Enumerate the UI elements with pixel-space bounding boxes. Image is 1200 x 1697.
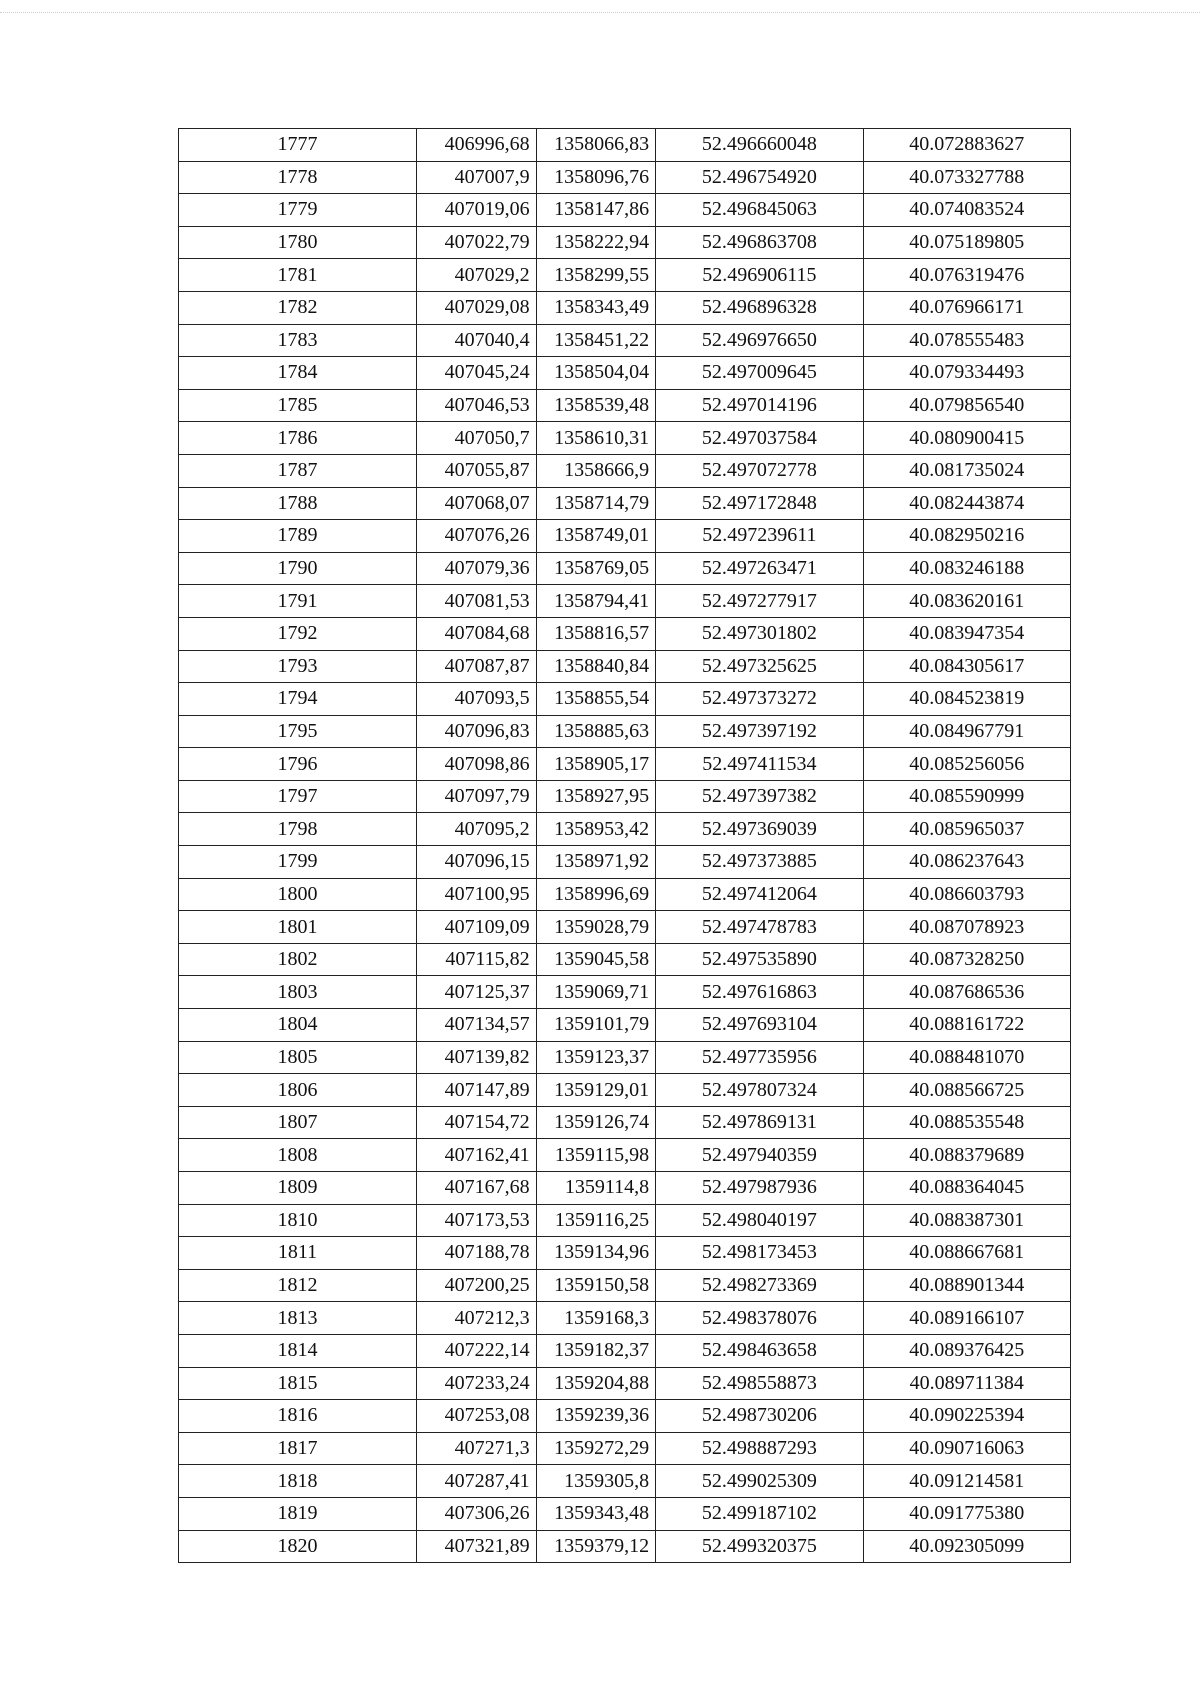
latitude-cell: 52.497277917 <box>656 585 863 618</box>
point-number-cell: 1806 <box>179 1074 417 1107</box>
point-number-cell: 1786 <box>179 422 417 455</box>
point-number-cell: 1782 <box>179 291 417 324</box>
x-coordinate-cell: 407093,5 <box>417 683 537 716</box>
point-number-cell: 1778 <box>179 161 417 194</box>
y-coordinate-cell: 1358855,54 <box>536 683 656 716</box>
coordinates-table <box>178 128 1071 1563</box>
point-number-cell: 1816 <box>179 1400 417 1433</box>
y-coordinate-cell: 1359101,79 <box>536 1009 656 1042</box>
longitude-cell: 40.088535548 <box>863 1106 1070 1139</box>
longitude-cell: 40.091214581 <box>863 1465 1070 1498</box>
table-row <box>179 291 1071 324</box>
y-coordinate-cell: 1358749,01 <box>536 520 656 553</box>
y-coordinate-cell: 1358666,9 <box>536 454 656 487</box>
x-coordinate-cell: 407162,41 <box>417 1139 537 1172</box>
x-coordinate-cell: 407139,82 <box>417 1041 537 1074</box>
point-number-cell: 1800 <box>179 878 417 911</box>
x-coordinate-cell: 407098,86 <box>417 748 537 781</box>
y-coordinate-cell: 1358816,57 <box>536 617 656 650</box>
table-row <box>179 1106 1071 1139</box>
point-number-cell: 1813 <box>179 1302 417 1335</box>
y-coordinate-cell: 1359116,25 <box>536 1204 656 1237</box>
longitude-cell: 40.088566725 <box>863 1074 1070 1107</box>
table-row <box>179 1432 1071 1465</box>
x-coordinate-cell: 407222,14 <box>417 1334 537 1367</box>
longitude-cell: 40.088387301 <box>863 1204 1070 1237</box>
latitude-cell: 52.496754920 <box>656 161 863 194</box>
y-coordinate-cell: 1358714,79 <box>536 487 656 520</box>
y-coordinate-cell: 1358451,22 <box>536 324 656 357</box>
y-coordinate-cell: 1358299,55 <box>536 259 656 292</box>
y-coordinate-cell: 1358927,95 <box>536 780 656 813</box>
latitude-cell: 52.497411534 <box>656 748 863 781</box>
point-number-cell: 1802 <box>179 943 417 976</box>
longitude-cell: 40.088901344 <box>863 1269 1070 1302</box>
y-coordinate-cell: 1359204,88 <box>536 1367 656 1400</box>
point-number-cell: 1797 <box>179 780 417 813</box>
longitude-cell: 40.076319476 <box>863 259 1070 292</box>
y-coordinate-cell: 1359115,98 <box>536 1139 656 1172</box>
point-number-cell: 1818 <box>179 1465 417 1498</box>
point-number-cell: 1805 <box>179 1041 417 1074</box>
point-number-cell: 1798 <box>179 813 417 846</box>
latitude-cell: 52.496845063 <box>656 194 863 227</box>
table-row <box>179 487 1071 520</box>
y-coordinate-cell: 1359343,48 <box>536 1497 656 1530</box>
x-coordinate-cell: 407134,57 <box>417 1009 537 1042</box>
y-coordinate-cell: 1358885,63 <box>536 715 656 748</box>
latitude-cell: 52.497940359 <box>656 1139 863 1172</box>
y-coordinate-cell: 1358996,69 <box>536 878 656 911</box>
latitude-cell: 52.498887293 <box>656 1432 863 1465</box>
x-coordinate-cell: 407050,7 <box>417 422 537 455</box>
x-coordinate-cell: 407115,82 <box>417 943 537 976</box>
x-coordinate-cell: 407097,79 <box>417 780 537 813</box>
latitude-cell: 52.498378076 <box>656 1302 863 1335</box>
latitude-cell: 52.496976650 <box>656 324 863 357</box>
latitude-cell: 52.497735956 <box>656 1041 863 1074</box>
latitude-cell: 52.497301802 <box>656 617 863 650</box>
point-number-cell: 1804 <box>179 1009 417 1042</box>
latitude-cell: 52.497693104 <box>656 1009 863 1042</box>
longitude-cell: 40.088481070 <box>863 1041 1070 1074</box>
y-coordinate-cell: 1359114,8 <box>536 1172 656 1205</box>
longitude-cell: 40.083947354 <box>863 617 1070 650</box>
longitude-cell: 40.089166107 <box>863 1302 1070 1335</box>
latitude-cell: 52.497478783 <box>656 911 863 944</box>
table-row <box>179 1334 1071 1367</box>
latitude-cell: 52.497014196 <box>656 389 863 422</box>
longitude-cell: 40.088379689 <box>863 1139 1070 1172</box>
longitude-cell: 40.089711384 <box>863 1367 1070 1400</box>
table-row <box>179 748 1071 781</box>
x-coordinate-cell: 407109,09 <box>417 911 537 944</box>
point-number-cell: 1799 <box>179 846 417 879</box>
y-coordinate-cell: 1358343,49 <box>536 291 656 324</box>
x-coordinate-cell: 407154,72 <box>417 1106 537 1139</box>
x-coordinate-cell: 407046,53 <box>417 389 537 422</box>
point-number-cell: 1819 <box>179 1497 417 1530</box>
y-coordinate-cell: 1359305,8 <box>536 1465 656 1498</box>
table-row <box>179 617 1071 650</box>
latitude-cell: 52.497397382 <box>656 780 863 813</box>
latitude-cell: 52.497412064 <box>656 878 863 911</box>
y-coordinate-cell: 1358769,05 <box>536 552 656 585</box>
longitude-cell: 40.084305617 <box>863 650 1070 683</box>
longitude-cell: 40.085590999 <box>863 780 1070 813</box>
x-coordinate-cell: 407007,9 <box>417 161 537 194</box>
point-number-cell: 1809 <box>179 1172 417 1205</box>
x-coordinate-cell: 407019,06 <box>417 194 537 227</box>
point-number-cell: 1817 <box>179 1432 417 1465</box>
table-row <box>179 324 1071 357</box>
x-coordinate-cell: 407084,68 <box>417 617 537 650</box>
x-coordinate-cell: 407321,89 <box>417 1530 537 1563</box>
longitude-cell: 40.075189805 <box>863 226 1070 259</box>
longitude-cell: 40.090716063 <box>863 1432 1070 1465</box>
x-coordinate-cell: 407200,25 <box>417 1269 537 1302</box>
x-coordinate-cell: 407096,83 <box>417 715 537 748</box>
latitude-cell: 52.497037584 <box>656 422 863 455</box>
y-coordinate-cell: 1359168,3 <box>536 1302 656 1335</box>
point-number-cell: 1810 <box>179 1204 417 1237</box>
longitude-cell: 40.090225394 <box>863 1400 1070 1433</box>
x-coordinate-cell: 406996,68 <box>417 129 537 162</box>
x-coordinate-cell: 407029,2 <box>417 259 537 292</box>
table-row <box>179 1400 1071 1433</box>
longitude-cell: 40.087328250 <box>863 943 1070 976</box>
x-coordinate-cell: 407079,36 <box>417 552 537 585</box>
table-row <box>179 813 1071 846</box>
y-coordinate-cell: 1359239,36 <box>536 1400 656 1433</box>
table-row <box>179 1074 1071 1107</box>
longitude-cell: 40.086237643 <box>863 846 1070 879</box>
y-coordinate-cell: 1359150,58 <box>536 1269 656 1302</box>
x-coordinate-cell: 407253,08 <box>417 1400 537 1433</box>
latitude-cell: 52.496863708 <box>656 226 863 259</box>
table-row <box>179 1497 1071 1530</box>
point-number-cell: 1815 <box>179 1367 417 1400</box>
table-row <box>179 226 1071 259</box>
point-number-cell: 1777 <box>179 129 417 162</box>
longitude-cell: 40.089376425 <box>863 1334 1070 1367</box>
table-row <box>179 585 1071 618</box>
table-row <box>179 1465 1071 1498</box>
latitude-cell: 52.498273369 <box>656 1269 863 1302</box>
table-row <box>179 389 1071 422</box>
longitude-cell: 40.080900415 <box>863 422 1070 455</box>
table-row <box>179 780 1071 813</box>
x-coordinate-cell: 407173,53 <box>417 1204 537 1237</box>
latitude-cell: 52.497009645 <box>656 357 863 390</box>
x-coordinate-cell: 407125,37 <box>417 976 537 1009</box>
latitude-cell: 52.498173453 <box>656 1237 863 1270</box>
point-number-cell: 1796 <box>179 748 417 781</box>
table-row <box>179 715 1071 748</box>
x-coordinate-cell: 407055,87 <box>417 454 537 487</box>
table-row <box>179 1204 1071 1237</box>
x-coordinate-cell: 407233,24 <box>417 1367 537 1400</box>
latitude-cell: 52.497239611 <box>656 520 863 553</box>
y-coordinate-cell: 1358504,04 <box>536 357 656 390</box>
longitude-cell: 40.082443874 <box>863 487 1070 520</box>
y-coordinate-cell: 1359069,71 <box>536 976 656 1009</box>
y-coordinate-cell: 1358971,92 <box>536 846 656 879</box>
latitude-cell: 52.497325625 <box>656 650 863 683</box>
table-row <box>179 878 1071 911</box>
point-number-cell: 1789 <box>179 520 417 553</box>
point-number-cell: 1779 <box>179 194 417 227</box>
table-row <box>179 194 1071 227</box>
table-row <box>179 1269 1071 1302</box>
point-number-cell: 1792 <box>179 617 417 650</box>
point-number-cell: 1793 <box>179 650 417 683</box>
longitude-cell: 40.092305099 <box>863 1530 1070 1563</box>
point-number-cell: 1814 <box>179 1334 417 1367</box>
longitude-cell: 40.074083524 <box>863 194 1070 227</box>
table-row <box>179 976 1071 1009</box>
latitude-cell: 52.499187102 <box>656 1497 863 1530</box>
x-coordinate-cell: 407212,3 <box>417 1302 537 1335</box>
y-coordinate-cell: 1358147,86 <box>536 194 656 227</box>
point-number-cell: 1808 <box>179 1139 417 1172</box>
latitude-cell: 52.498040197 <box>656 1204 863 1237</box>
x-coordinate-cell: 407068,07 <box>417 487 537 520</box>
table-row <box>179 1041 1071 1074</box>
point-number-cell: 1785 <box>179 389 417 422</box>
y-coordinate-cell: 1358953,42 <box>536 813 656 846</box>
y-coordinate-cell: 1359045,58 <box>536 943 656 976</box>
latitude-cell: 52.496906115 <box>656 259 863 292</box>
longitude-cell: 40.084523819 <box>863 683 1070 716</box>
longitude-cell: 40.091775380 <box>863 1497 1070 1530</box>
table-row <box>179 129 1071 162</box>
table-row <box>179 1139 1071 1172</box>
longitude-cell: 40.085256056 <box>863 748 1070 781</box>
table-row <box>179 683 1071 716</box>
latitude-cell: 52.496896328 <box>656 291 863 324</box>
latitude-cell: 52.498463658 <box>656 1334 863 1367</box>
longitude-cell: 40.084967791 <box>863 715 1070 748</box>
table-row <box>179 357 1071 390</box>
scan-edge-line <box>0 12 1200 13</box>
longitude-cell: 40.087078923 <box>863 911 1070 944</box>
table-row <box>179 422 1071 455</box>
table-row <box>179 1302 1071 1335</box>
x-coordinate-cell: 407147,89 <box>417 1074 537 1107</box>
longitude-cell: 40.088667681 <box>863 1237 1070 1270</box>
x-coordinate-cell: 407287,41 <box>417 1465 537 1498</box>
latitude-cell: 52.497373885 <box>656 846 863 879</box>
table-row <box>179 846 1071 879</box>
latitude-cell: 52.497397192 <box>656 715 863 748</box>
x-coordinate-cell: 407029,08 <box>417 291 537 324</box>
y-coordinate-cell: 1359379,12 <box>536 1530 656 1563</box>
point-number-cell: 1780 <box>179 226 417 259</box>
table-row <box>179 1530 1071 1563</box>
x-coordinate-cell: 407022,79 <box>417 226 537 259</box>
latitude-cell: 52.497369039 <box>656 813 863 846</box>
y-coordinate-cell: 1359129,01 <box>536 1074 656 1107</box>
latitude-cell: 52.498558873 <box>656 1367 863 1400</box>
longitude-cell: 40.079334493 <box>863 357 1070 390</box>
x-coordinate-cell: 407087,87 <box>417 650 537 683</box>
point-number-cell: 1790 <box>179 552 417 585</box>
point-number-cell: 1783 <box>179 324 417 357</box>
point-number-cell: 1811 <box>179 1237 417 1270</box>
longitude-cell: 40.088364045 <box>863 1172 1070 1205</box>
table-row <box>179 259 1071 292</box>
x-coordinate-cell: 407076,26 <box>417 520 537 553</box>
longitude-cell: 40.083246188 <box>863 552 1070 585</box>
point-number-cell: 1795 <box>179 715 417 748</box>
point-number-cell: 1803 <box>179 976 417 1009</box>
point-number-cell: 1784 <box>179 357 417 390</box>
y-coordinate-cell: 1359028,79 <box>536 911 656 944</box>
table-row <box>179 1367 1071 1400</box>
latitude-cell: 52.497869131 <box>656 1106 863 1139</box>
y-coordinate-cell: 1358222,94 <box>536 226 656 259</box>
latitude-cell: 52.497072778 <box>656 454 863 487</box>
table-row <box>179 1172 1071 1205</box>
longitude-cell: 40.086603793 <box>863 878 1070 911</box>
table-row <box>179 911 1071 944</box>
longitude-cell: 40.072883627 <box>863 129 1070 162</box>
latitude-cell: 52.497807324 <box>656 1074 863 1107</box>
table-row <box>179 520 1071 553</box>
point-number-cell: 1781 <box>179 259 417 292</box>
latitude-cell: 52.499025309 <box>656 1465 863 1498</box>
x-coordinate-cell: 407100,95 <box>417 878 537 911</box>
table-row <box>179 943 1071 976</box>
longitude-cell: 40.085965037 <box>863 813 1070 846</box>
table-row <box>179 1237 1071 1270</box>
longitude-cell: 40.083620161 <box>863 585 1070 618</box>
longitude-cell: 40.073327788 <box>863 161 1070 194</box>
y-coordinate-cell: 1358539,48 <box>536 389 656 422</box>
latitude-cell: 52.497263471 <box>656 552 863 585</box>
y-coordinate-cell: 1359182,37 <box>536 1334 656 1367</box>
latitude-cell: 52.498730206 <box>656 1400 863 1433</box>
x-coordinate-cell: 407188,78 <box>417 1237 537 1270</box>
y-coordinate-cell: 1358840,84 <box>536 650 656 683</box>
point-number-cell: 1791 <box>179 585 417 618</box>
longitude-cell: 40.087686536 <box>863 976 1070 1009</box>
longitude-cell: 40.082950216 <box>863 520 1070 553</box>
latitude-cell: 52.497535890 <box>656 943 863 976</box>
y-coordinate-cell: 1358096,76 <box>536 161 656 194</box>
x-coordinate-cell: 407096,15 <box>417 846 537 879</box>
longitude-cell: 40.081735024 <box>863 454 1070 487</box>
y-coordinate-cell: 1358610,31 <box>536 422 656 455</box>
y-coordinate-cell: 1359272,29 <box>536 1432 656 1465</box>
point-number-cell: 1794 <box>179 683 417 716</box>
longitude-cell: 40.076966171 <box>863 291 1070 324</box>
x-coordinate-cell: 407081,53 <box>417 585 537 618</box>
x-coordinate-cell: 407306,26 <box>417 1497 537 1530</box>
table-row <box>179 552 1071 585</box>
longitude-cell: 40.088161722 <box>863 1009 1070 1042</box>
x-coordinate-cell: 407040,4 <box>417 324 537 357</box>
latitude-cell: 52.497172848 <box>656 487 863 520</box>
y-coordinate-cell: 1359134,96 <box>536 1237 656 1270</box>
x-coordinate-cell: 407271,3 <box>417 1432 537 1465</box>
table-row <box>179 1009 1071 1042</box>
coordinates-table-body <box>179 129 1071 1563</box>
y-coordinate-cell: 1359126,74 <box>536 1106 656 1139</box>
point-number-cell: 1787 <box>179 454 417 487</box>
latitude-cell: 52.497616863 <box>656 976 863 1009</box>
table-row <box>179 454 1071 487</box>
y-coordinate-cell: 1358794,41 <box>536 585 656 618</box>
table-row <box>179 650 1071 683</box>
point-number-cell: 1812 <box>179 1269 417 1302</box>
y-coordinate-cell: 1359123,37 <box>536 1041 656 1074</box>
latitude-cell: 52.497987936 <box>656 1172 863 1205</box>
latitude-cell: 52.497373272 <box>656 683 863 716</box>
point-number-cell: 1801 <box>179 911 417 944</box>
point-number-cell: 1788 <box>179 487 417 520</box>
latitude-cell: 52.496660048 <box>656 129 863 162</box>
point-number-cell: 1820 <box>179 1530 417 1563</box>
longitude-cell: 40.078555483 <box>863 324 1070 357</box>
x-coordinate-cell: 407095,2 <box>417 813 537 846</box>
y-coordinate-cell: 1358066,83 <box>536 129 656 162</box>
latitude-cell: 52.499320375 <box>656 1530 863 1563</box>
x-coordinate-cell: 407167,68 <box>417 1172 537 1205</box>
point-number-cell: 1807 <box>179 1106 417 1139</box>
x-coordinate-cell: 407045,24 <box>417 357 537 390</box>
table-row <box>179 161 1071 194</box>
longitude-cell: 40.079856540 <box>863 389 1070 422</box>
y-coordinate-cell: 1358905,17 <box>536 748 656 781</box>
